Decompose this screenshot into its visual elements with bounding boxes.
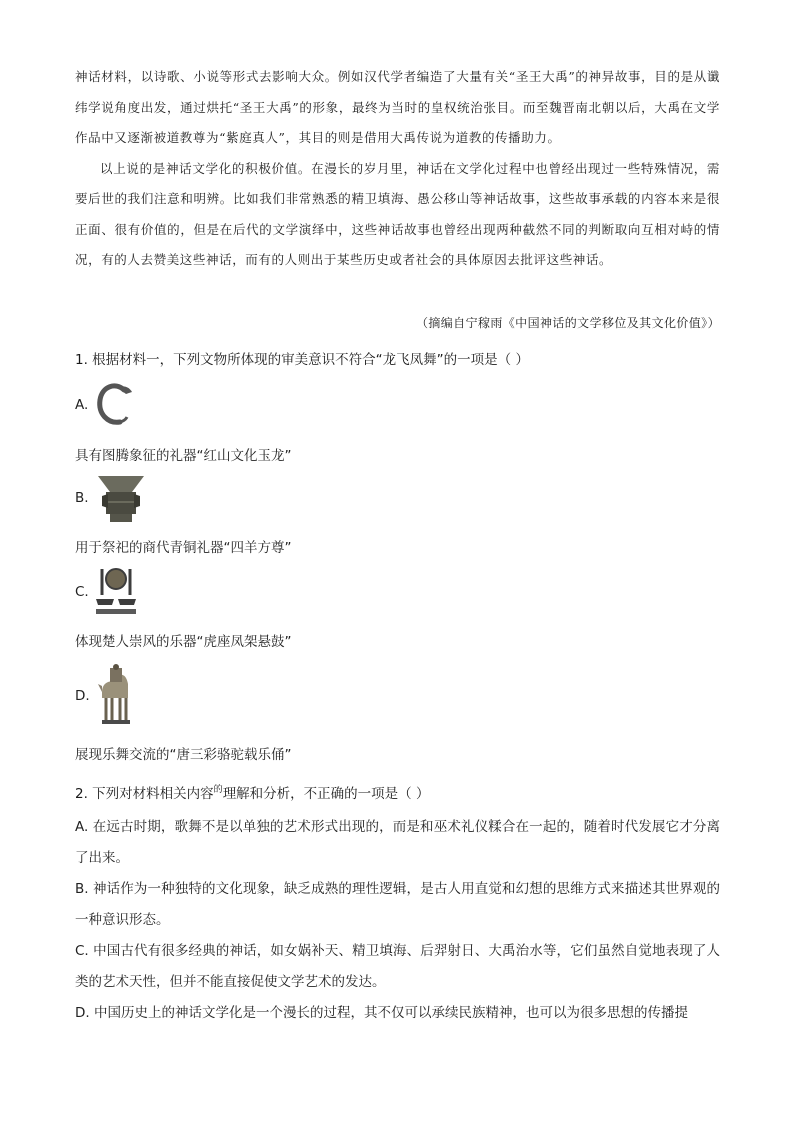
jade-dragon-image [94,380,138,434]
question-2-option-c[interactable]: C. 中国古代有很多经典的神话，如女娲补天、精卫填海、后羿射日、大禹治水等，它们虽然自觉地表现了人类的艺术天性，但并不能直接促使文学艺术的发达。 [75,943,720,990]
question-2-option-b[interactable]: B. 神话作为一种独特的文化现象，缺乏成熟的理性逻辑，是古人用直觉和幻想的思维方式来描述其世界观的一种意识形态。 [75,881,720,928]
camel-figurine-image [94,662,134,730]
passage-paragraph-2: 以上说的是神话文学化的积极价值。在漫长的岁月里，神话在文学化过程中也曾经出现过一些特殊情况，需要后世的我们注意和明辨。比如我们非常熟悉的精卫填海、愚公移山等神话故事，这些故事承载的内容本来是很正面、很有价值的，但是在后代的文学演绎中，这些神话故事也曾经出现两种截然不同的判断取向互相对峙的情况，有的人去赞美这些神话，而有的人则出于某些历史或者社会的具体原因去批评这些神话。 [75,160,720,267]
passage-paragraph-1: 神话材料，以诗歌、小说等形式去影响大众。例如汉代学者编造了大量有关“圣王大禹”的神异故事，目的是从谶纬学说角度出发，通过烘托“圣王大禹”的形象，最终为当时的皇权统治张目。而至魏晋南北朝以后，大禹在文学作品中又逐渐被道教尊为“紫庭真人”，其目的则是借用大禹传说为道教的传播助力。 [75,69,720,145]
option-d-letter[interactable]: D. [75,688,90,704]
question-1-stem: 1. 根据材料一，下列文物所体现的审美意识不符合“龙飞凤舞”的一项是（ ） [75,352,529,368]
option-a-letter[interactable]: A. [75,397,89,413]
question-2-stem-part-2: 理解和分析，不正确的一项是（ ） [222,786,430,802]
question-2-option-a[interactable]: A. 在远古时期，歌舞不是以单独的艺术形式出现的，而是和巫术礼仪糅合在一起的，随着时代发展它才分离了出来。 [75,819,720,866]
passage-text [75,62,720,276]
question-2-stem-de: 的 [213,785,223,795]
option-b-caption: 用于祭祀的商代青铜礼器“四羊方尊” [75,540,292,556]
passage-source: （摘编自宁稼雨《中国神话的文学移位及其文化价值》） [415,316,720,330]
option-b-letter[interactable]: B. [75,490,89,506]
question-2-stem [75,782,720,802]
option-c-caption: 体现楚人崇风的乐器“虎座凤架悬鼓” [75,634,292,650]
option-d-caption: 展现乐舞交流的“唐三彩骆驼载乐俑” [75,747,292,763]
question-2-stem-part-1: 2. 下列对材料相关内容 [75,786,214,802]
question-2-option-d[interactable]: D. 中国历史上的神话文学化是一个漫长的过程，其不仅可以承续民族精神，也可以为很多思想的传播提 [75,1005,688,1021]
bronze-zun-image [94,472,148,530]
drum-stand-image [94,565,138,621]
option-c-letter[interactable]: C. [75,584,89,600]
option-a-caption: 具有图腾象征的礼器“红山文化玉龙” [75,448,292,464]
